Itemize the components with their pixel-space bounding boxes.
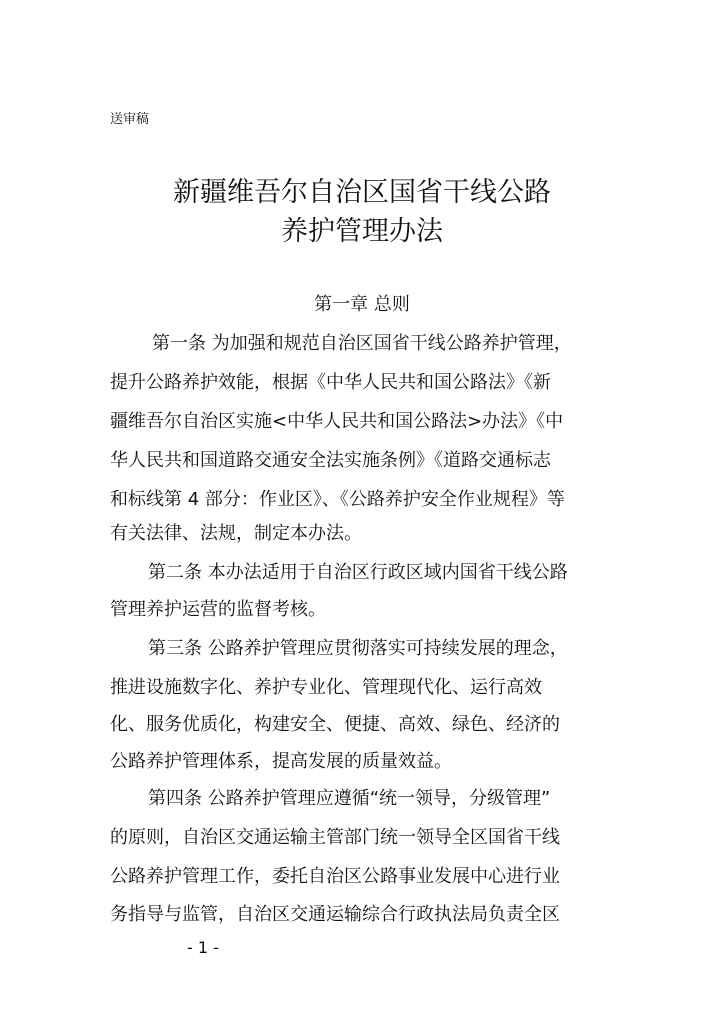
article-1-line-4: 华人民共和国道路交通安全法实施条例》《道路交通标志 xyxy=(110,450,551,471)
article-1-line-5: 和标线第 4 部分：作业区》、《公路养护安全作业规程》等 xyxy=(110,489,565,510)
article-3-line-4: 公路养护管理体系，提高发展的质量效益。 xyxy=(110,751,452,772)
article-2-line-1: 第二条 本办法适用于自治区行政区域内国省干线公路 xyxy=(148,562,568,583)
article-2-line-2: 管理养护运营的监督考核。 xyxy=(110,599,326,620)
article-3-line-2: 推进设施数字化、养护专业化、管理现代化、运行高效 xyxy=(110,677,542,698)
chapter-heading: 第一章 总则 xyxy=(314,294,410,315)
article-3-line-1: 第三条 公路养护管理应贯彻落实可持续发展的理念， xyxy=(148,638,568,659)
article-4-line-4: 务指导与监管，自治区交通运输综合行政执法局负责全区 xyxy=(110,904,560,925)
article-4-line-2: 的原则，自治区交通运输主管部门统一领导全区国省干线 xyxy=(110,827,560,848)
draft-mark: 送审稿 xyxy=(110,112,150,127)
article-3-line-3: 化、服务优质化，构建安全、便捷、高效、绿色、经济的 xyxy=(110,714,560,735)
document-title-line-2: 养护管理办法 xyxy=(281,216,443,247)
page-number: - 1 - xyxy=(187,938,219,957)
article-4-line-3: 公路养护管理工作，委托自治区公路事业发展中心进行业 xyxy=(110,866,560,887)
article-1-line-1: 第一条 为加强和规范自治区国省干线公路养护管理， xyxy=(152,333,572,354)
article-1-line-3: 疆维吾尔自治区实施<中华人民共和国公路法>办法》《中 xyxy=(110,411,564,432)
article-1-line-2: 提升公路养护效能，根据《中华人民共和国公路法》《新 xyxy=(110,372,551,393)
article-1-line-6: 有关法律、法规，制定本办法。 xyxy=(110,523,362,544)
article-4-line-1: 第四条 公路养护管理应遵循“统一领导，分级管理” xyxy=(148,788,551,809)
document-title-line-1: 新疆维吾尔自治区国省干线公路 xyxy=(173,177,551,208)
